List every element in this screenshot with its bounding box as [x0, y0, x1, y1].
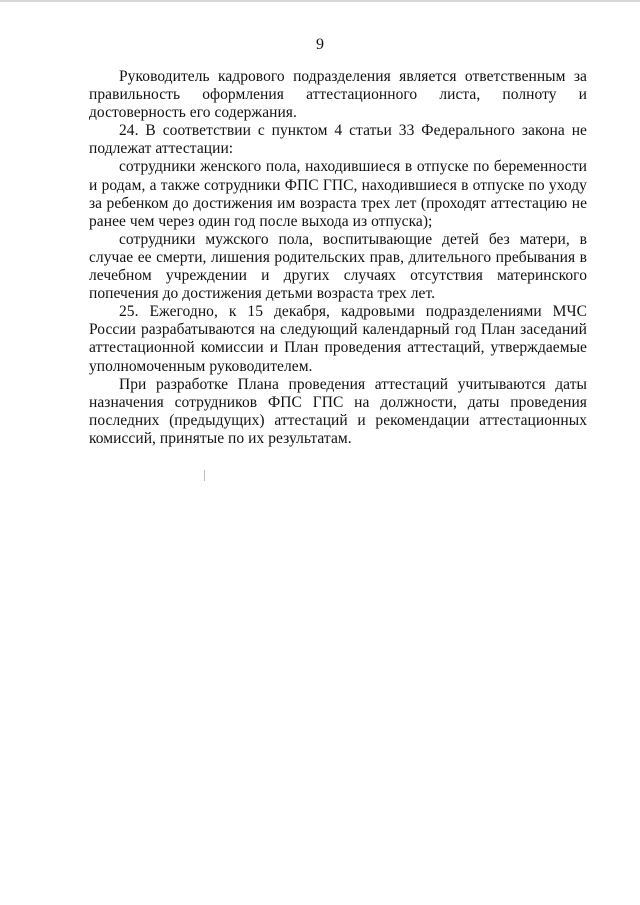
- page-number: 9: [316, 36, 324, 53]
- paragraph-female-employees: сотрудники женского пола, находившиеся в отпуске по беременности и родам, а также сотрудники ФПС ГПС, находившиеся в отпуске по уходу за ребенком до достижения им возраста трех лет (проходят аттестацию не ранее чем через один год после выхода из отпуска);: [89, 158, 587, 230]
- document-body: [89, 68, 587, 448]
- paragraph-item-25: 25. Ежегодно, к 15 декабря, кадровыми подразделениями МЧС России разрабатываются на следующий календарный год План заседаний аттестационной комиссии и План проведения аттестаций, утверждаемые уполномоченным руководителем.: [89, 303, 587, 375]
- paragraph-male-employees: сотрудники мужского пола, воспитывающие детей без матери, в случае ее смерти, лишения родительских прав, длительного пребывания в лечебном учреждении и других случаях отсутствия материнского попечения до достижения детьми возраста трех лет.: [89, 230, 587, 303]
- paragraph-plan-development: При разработке Плана проведения аттестаций учитываются даты назначения сотрудников ФПС ГПС на должности, даты проведения последних (предыдущих) аттестаций и рекомендации аттестационных комиссий, принятые по их результатам.: [89, 375, 587, 447]
- paragraph-item-24: 24. В соответствии с пунктом 4 статьи 33 Федерального закона не подлежат аттестации:: [89, 122, 587, 158]
- paragraph-responsibility: Руководитель кадрового подразделения является ответственным за правильность оформления аттестационного листа, полноту и достоверность его содержания.: [89, 68, 587, 122]
- scan-artifact: [204, 470, 205, 481]
- scan-top-edge: [0, 0, 640, 2]
